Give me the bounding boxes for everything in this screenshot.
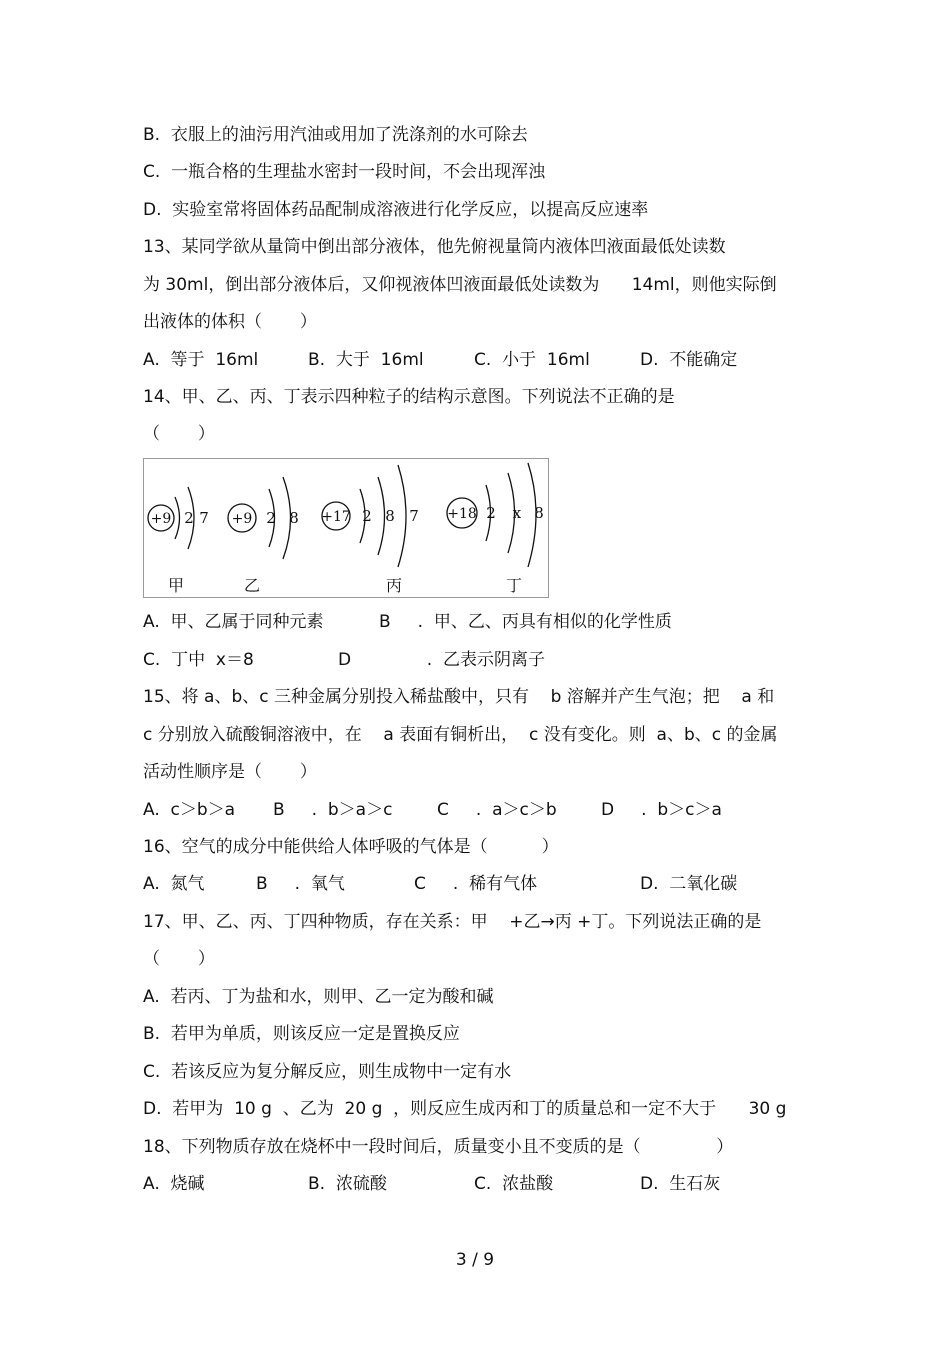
atomic-structure-figure — [143, 458, 549, 598]
q13-stem-line1: 13、某同学欲从量筒中倒出部分液体，他先俯视量筒内液体凹液面最低处读数 — [143, 237, 726, 257]
shell-bing-3: 7 — [409, 507, 419, 525]
q13-option-c: C. 小于 16ml — [474, 350, 590, 370]
q15-option-a: A. c＞b＞a — [143, 800, 236, 820]
caption-ding: 丁 — [505, 576, 523, 595]
caption-bing: 丙 — [385, 576, 403, 595]
nucleus-yi: +9 — [231, 511, 253, 527]
q14-option-b: B . 甲、乙、丙具有相似的化学性质 — [379, 612, 672, 632]
q17-stem-line1: 17、甲、乙、丙、丁四种物质，存在关系：甲 +乙→丙 +丁。下列说法正确的是 — [143, 912, 762, 932]
q18-option-c: C. 浓盐酸 — [474, 1174, 554, 1194]
q14-option-c: C. 丁中 x＝8 — [143, 650, 254, 670]
q12-option-c: C. 一瓶合格的生理盐水密封一段时间，不会出现浑浊 — [143, 162, 546, 182]
shell-bing-1: 2 — [362, 507, 372, 525]
shell-jia-2: 7 — [199, 509, 209, 527]
q17-option-c: C. 若该反应为复分解反应，则生成物中一定有水 — [143, 1062, 512, 1082]
shell-ding-1: 2 — [486, 504, 496, 522]
q14-stem-line1: 14、甲、乙、丙、丁表示四种粒子的结构示意图。下列说法不正确的是 — [143, 387, 675, 407]
q14-option-a: A. 甲、乙属于同种元素 — [143, 612, 324, 632]
q18-option-b: B. 浓硫酸 — [308, 1174, 387, 1194]
q12-option-b: B. 衣服上的油污用汽油或用加了洗涤剂的水可除去 — [143, 125, 528, 145]
page-number: 3 / 9 — [455, 1250, 495, 1270]
shell-yi-2: 8 — [289, 509, 299, 527]
q12-option-d: D. 实验室常将固体药品配制成溶液进行化学反应，以提高反应速率 — [143, 200, 649, 220]
q15-option-d: D . b＞c＞a — [601, 800, 722, 820]
shell-yi-1: 2 — [266, 509, 276, 527]
q18-stem-line1: 18、下列物质存放在烧杯中一段时间后，质量变小且不变质的是（ ） — [143, 1137, 734, 1157]
nucleus-ding: +18 — [447, 506, 477, 522]
q13-stem-line3: 出液体的体积（ ） — [143, 312, 317, 332]
shell-bing-2: 8 — [385, 507, 395, 525]
q15-stem-line2: c 分别放入硫酸铜溶液中，在 a 表面有铜析出， c 没有变化。则 a、b、c 的金属 — [143, 725, 778, 745]
q14-option-d: D . 乙表示阴离子 — [338, 650, 545, 670]
caption-jia: 甲 — [167, 576, 185, 595]
q15-stem-line1: 15、将 a、b、c 三种金属分别投入稀盐酸中，只有 b 溶解并产生气泡；把 a 和 — [143, 687, 775, 707]
q18-option-a: A. 烧碱 — [143, 1174, 205, 1194]
q18-option-d: D. 生石灰 — [640, 1174, 721, 1194]
q17-stem-line2: （ ） — [143, 949, 215, 969]
q16-option-a: A. 氮气 — [143, 874, 205, 894]
q13-option-d: D. 不能确定 — [640, 350, 738, 370]
q15-option-b: B . b＞a＞c — [273, 800, 393, 820]
caption-yi: 乙 — [243, 576, 261, 595]
q17-option-a: A. 若丙、丁为盐和水，则甲、乙一定为酸和碱 — [143, 987, 494, 1007]
shell-ding-2: x — [512, 504, 522, 522]
q16-option-d: D. 二氧化碳 — [640, 874, 738, 894]
shell-ding-3: 8 — [534, 504, 544, 522]
nucleus-jia: +9 — [150, 511, 172, 527]
q13-option-a: A. 等于 16ml — [143, 350, 259, 370]
q14-stem-line2: （ ） — [143, 424, 215, 444]
q17-option-b: B. 若甲为单质，则该反应一定是置换反应 — [143, 1024, 460, 1044]
q16-option-b: B . 氧气 — [256, 874, 345, 894]
nucleus-bing: +17 — [321, 509, 351, 525]
q13-option-b: B. 大于 16ml — [308, 350, 424, 370]
q15-stem-line3: 活动性顺序是（ ） — [143, 762, 317, 782]
q15-option-c: C . a＞c＞b — [437, 800, 557, 820]
q13-stem-line2: 为 30ml，倒出部分液体后，又仰视液体凹液面最低处读数为 14ml，则他实际倒 — [143, 275, 777, 295]
q17-option-d: D. 若甲为 10 g 、乙为 20 g ，则反应生成丙和丁的质量总和一定不大于 30 g — [143, 1099, 787, 1119]
shell-jia-1: 2 — [184, 509, 194, 527]
q16-stem-line1: 16、空气的成分中能供给人体呼吸的气体是（ ） — [143, 837, 559, 857]
q16-option-c: C . 稀有气体 — [414, 874, 538, 894]
